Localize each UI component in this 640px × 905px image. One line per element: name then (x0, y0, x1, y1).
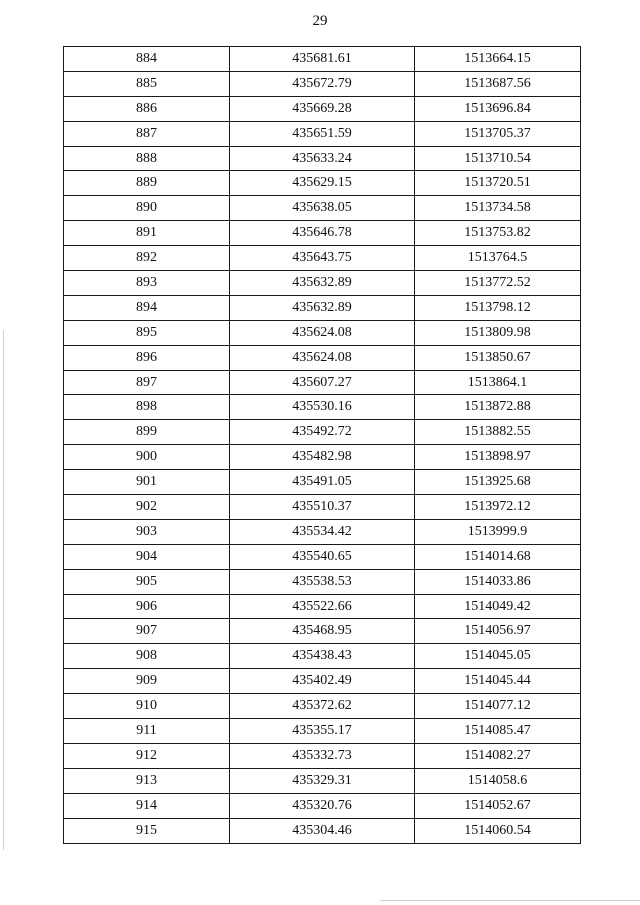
y-coordinate-cell: 1514045.05 (415, 644, 581, 669)
y-coordinate-cell: 1514045.44 (415, 669, 581, 694)
x-coordinate-cell: 435491.05 (230, 470, 415, 495)
x-coordinate-cell: 435632.89 (230, 271, 415, 296)
point-number-cell: 898 (64, 395, 230, 420)
x-coordinate-cell: 435607.27 (230, 370, 415, 395)
coordinates-table (63, 46, 581, 844)
x-coordinate-cell: 435669.28 (230, 96, 415, 121)
x-coordinate-cell: 435633.24 (230, 146, 415, 171)
x-coordinate-cell: 435482.98 (230, 445, 415, 470)
table-row (64, 221, 581, 246)
scan-edge-bottom (380, 900, 640, 901)
point-number-cell: 905 (64, 569, 230, 594)
table-row (64, 271, 581, 296)
y-coordinate-cell: 1513705.37 (415, 121, 581, 146)
y-coordinate-cell: 1514049.42 (415, 594, 581, 619)
point-number-cell: 884 (64, 47, 230, 72)
y-coordinate-cell: 1514058.6 (415, 768, 581, 793)
point-number-cell: 893 (64, 271, 230, 296)
table-row (64, 370, 581, 395)
point-number-cell: 901 (64, 470, 230, 495)
y-coordinate-cell: 1513753.82 (415, 221, 581, 246)
point-number-cell: 911 (64, 719, 230, 744)
y-coordinate-cell: 1513972.12 (415, 495, 581, 520)
y-coordinate-cell: 1513882.55 (415, 420, 581, 445)
y-coordinate-cell: 1514052.67 (415, 793, 581, 818)
x-coordinate-cell: 435629.15 (230, 171, 415, 196)
x-coordinate-cell: 435624.08 (230, 320, 415, 345)
table-row (64, 121, 581, 146)
table-row (64, 295, 581, 320)
y-coordinate-cell: 1513772.52 (415, 271, 581, 296)
x-coordinate-cell: 435643.75 (230, 246, 415, 271)
table-row (64, 768, 581, 793)
point-number-cell: 885 (64, 71, 230, 96)
y-coordinate-cell: 1513798.12 (415, 295, 581, 320)
table-row (64, 644, 581, 669)
table-body (64, 47, 581, 844)
table-row (64, 445, 581, 470)
x-coordinate-cell: 435540.65 (230, 544, 415, 569)
point-number-cell: 891 (64, 221, 230, 246)
table-row (64, 743, 581, 768)
x-coordinate-cell: 435646.78 (230, 221, 415, 246)
x-coordinate-cell: 435538.53 (230, 569, 415, 594)
table-row (64, 594, 581, 619)
point-number-cell: 895 (64, 320, 230, 345)
table-row (64, 793, 581, 818)
y-coordinate-cell: 1513664.15 (415, 47, 581, 72)
point-number-cell: 897 (64, 370, 230, 395)
y-coordinate-cell: 1514077.12 (415, 694, 581, 719)
table-row (64, 146, 581, 171)
table-row (64, 470, 581, 495)
point-number-cell: 914 (64, 793, 230, 818)
y-coordinate-cell: 1514056.97 (415, 619, 581, 644)
point-number-cell: 894 (64, 295, 230, 320)
x-coordinate-cell: 435402.49 (230, 669, 415, 694)
y-coordinate-cell: 1513696.84 (415, 96, 581, 121)
x-coordinate-cell: 435329.31 (230, 768, 415, 793)
table-row (64, 246, 581, 271)
y-coordinate-cell: 1513720.51 (415, 171, 581, 196)
table-row (64, 345, 581, 370)
y-coordinate-cell: 1513710.54 (415, 146, 581, 171)
scan-edge-left (3, 330, 4, 850)
x-coordinate-cell: 435522.66 (230, 594, 415, 619)
y-coordinate-cell: 1513734.58 (415, 196, 581, 221)
y-coordinate-cell: 1513925.68 (415, 470, 581, 495)
x-coordinate-cell: 435304.46 (230, 818, 415, 843)
x-coordinate-cell: 435332.73 (230, 743, 415, 768)
x-coordinate-cell: 435632.89 (230, 295, 415, 320)
y-coordinate-cell: 1513999.9 (415, 519, 581, 544)
point-number-cell: 908 (64, 644, 230, 669)
x-coordinate-cell: 435510.37 (230, 495, 415, 520)
table-row (64, 71, 581, 96)
point-number-cell: 906 (64, 594, 230, 619)
y-coordinate-cell: 1513850.67 (415, 345, 581, 370)
point-number-cell: 903 (64, 519, 230, 544)
y-coordinate-cell: 1514033.86 (415, 569, 581, 594)
x-coordinate-cell: 435355.17 (230, 719, 415, 744)
table-row (64, 47, 581, 72)
point-number-cell: 892 (64, 246, 230, 271)
x-coordinate-cell: 435624.08 (230, 345, 415, 370)
y-coordinate-cell: 1514082.27 (415, 743, 581, 768)
x-coordinate-cell: 435672.79 (230, 71, 415, 96)
table-row (64, 96, 581, 121)
x-coordinate-cell: 435320.76 (230, 793, 415, 818)
point-number-cell: 889 (64, 171, 230, 196)
table-row (64, 420, 581, 445)
point-number-cell: 904 (64, 544, 230, 569)
y-coordinate-cell: 1513809.98 (415, 320, 581, 345)
point-number-cell: 890 (64, 196, 230, 221)
point-number-cell: 913 (64, 768, 230, 793)
point-number-cell: 909 (64, 669, 230, 694)
table-row (64, 320, 581, 345)
table-row (64, 196, 581, 221)
point-number-cell: 899 (64, 420, 230, 445)
page-number: 29 (312, 13, 328, 29)
point-number-cell: 900 (64, 445, 230, 470)
y-coordinate-cell: 1514085.47 (415, 719, 581, 744)
y-coordinate-cell: 1513864.1 (415, 370, 581, 395)
x-coordinate-cell: 435534.42 (230, 519, 415, 544)
table-row (64, 719, 581, 744)
point-number-cell: 915 (64, 818, 230, 843)
x-coordinate-cell: 435492.72 (230, 420, 415, 445)
point-number-cell: 887 (64, 121, 230, 146)
y-coordinate-cell: 1513687.56 (415, 71, 581, 96)
y-coordinate-cell: 1513898.97 (415, 445, 581, 470)
x-coordinate-cell: 435468.95 (230, 619, 415, 644)
table-row (64, 495, 581, 520)
point-number-cell: 902 (64, 495, 230, 520)
point-number-cell: 912 (64, 743, 230, 768)
x-coordinate-cell: 435530.16 (230, 395, 415, 420)
table-row (64, 669, 581, 694)
point-number-cell: 907 (64, 619, 230, 644)
point-number-cell: 910 (64, 694, 230, 719)
table-row (64, 569, 581, 594)
table-row (64, 395, 581, 420)
x-coordinate-cell: 435372.62 (230, 694, 415, 719)
table-row (64, 519, 581, 544)
x-coordinate-cell: 435651.59 (230, 121, 415, 146)
y-coordinate-cell: 1513872.88 (415, 395, 581, 420)
table-row (64, 544, 581, 569)
table-row (64, 694, 581, 719)
table-row (64, 619, 581, 644)
x-coordinate-cell: 435638.05 (230, 196, 415, 221)
y-coordinate-cell: 1514060.54 (415, 818, 581, 843)
table-row (64, 171, 581, 196)
point-number-cell: 888 (64, 146, 230, 171)
x-coordinate-cell: 435438.43 (230, 644, 415, 669)
x-coordinate-cell: 435681.61 (230, 47, 415, 72)
point-number-cell: 886 (64, 96, 230, 121)
table-row (64, 818, 581, 843)
y-coordinate-cell: 1513764.5 (415, 246, 581, 271)
point-number-cell: 896 (64, 345, 230, 370)
y-coordinate-cell: 1514014.68 (415, 544, 581, 569)
